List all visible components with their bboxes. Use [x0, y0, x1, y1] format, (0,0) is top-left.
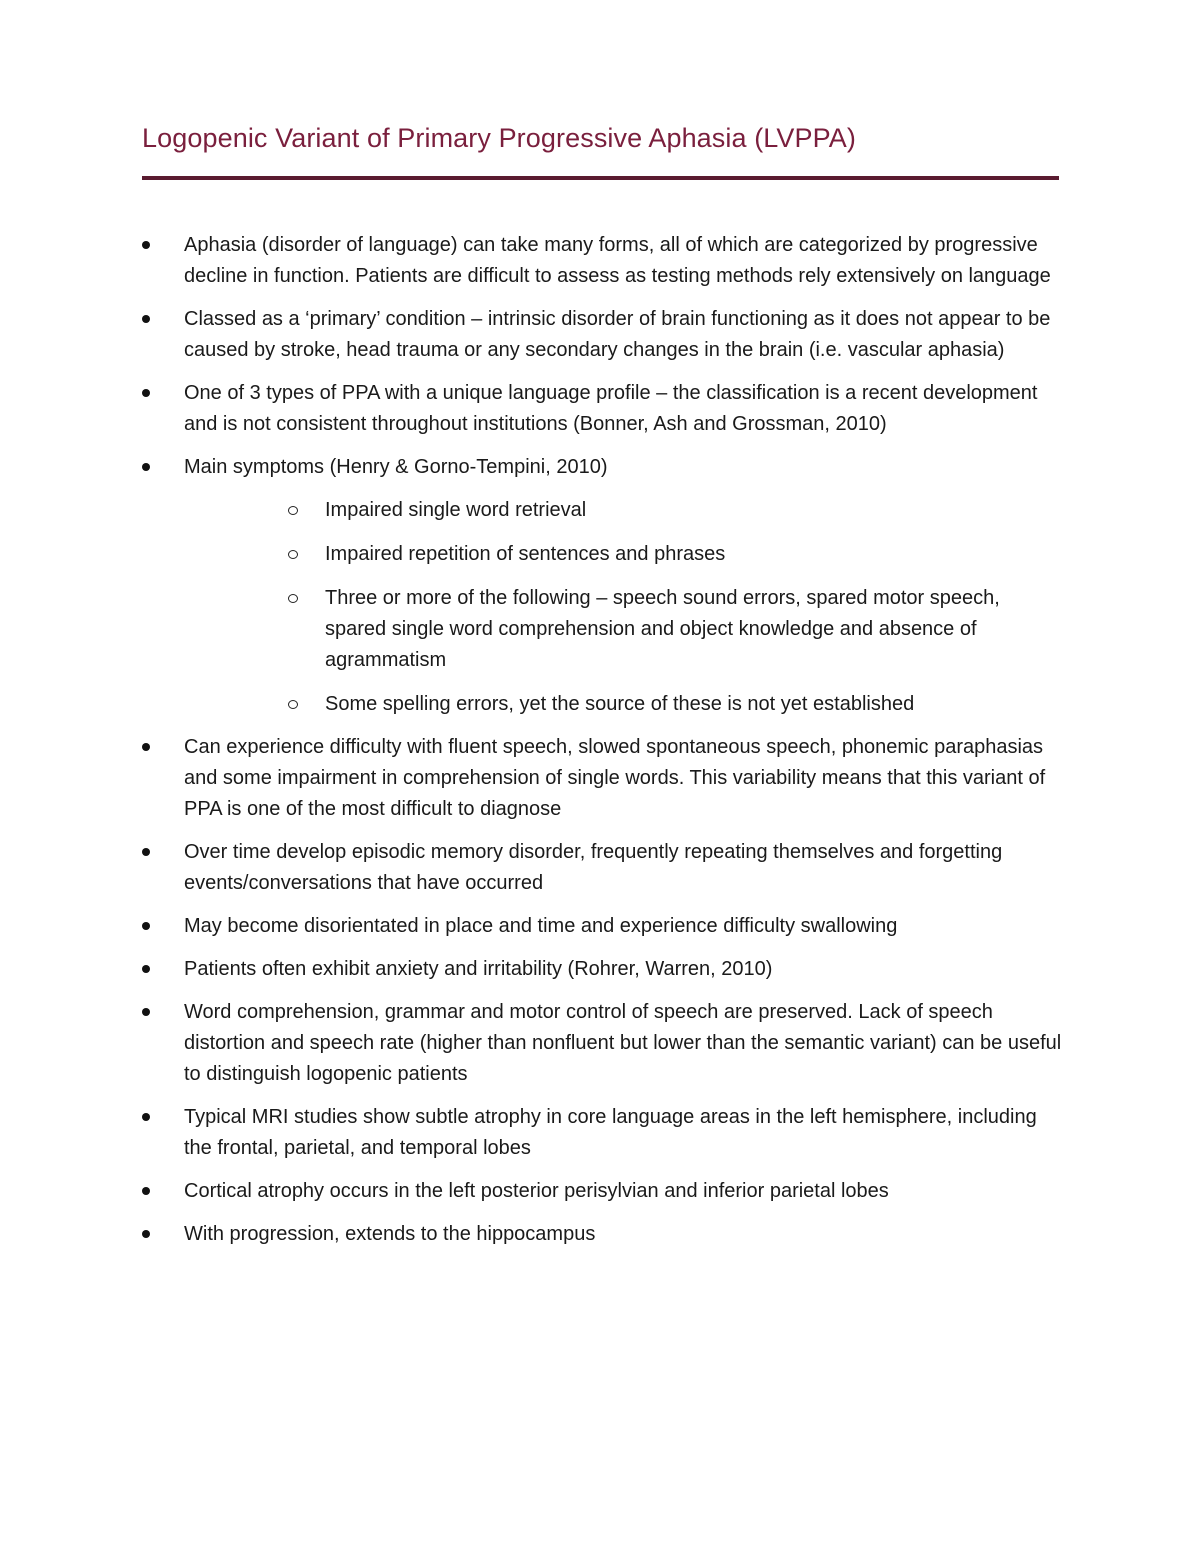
bullet-icon: [142, 241, 150, 249]
hollow-bullet-icon: [288, 594, 298, 603]
bullet-icon: [142, 965, 150, 973]
list-item: [142, 304, 1064, 366]
page-title: Logopenic Variant of Primary Progressive Aphasia (LVPPA): [142, 123, 856, 153]
list-item: [142, 837, 1064, 899]
hollow-bullet-icon: [288, 506, 298, 515]
list-item: [142, 1102, 1064, 1164]
list-item: [142, 954, 1064, 985]
list-item: [142, 1176, 1064, 1207]
bullet-icon: [142, 743, 150, 751]
hollow-bullet-icon: [288, 550, 298, 559]
list-item-text: Over time develop episodic memory disorder, frequently repeating themselves and forgetting events/conversations that have occurred: [184, 841, 1003, 894]
sublist-item: [184, 495, 1064, 526]
bullet-icon: [142, 389, 150, 397]
sublist-item-text: Impaired single word retrieval: [325, 499, 587, 521]
list-item-text: Word comprehension, grammar and motor control of speech are preserved. Lack of speech distortion and speech rate (higher than nonfluent but lower than the semantic variant) can be useful to distinguish logopenic patients: [184, 1001, 1062, 1085]
title-underline: [142, 176, 1059, 180]
bullet-icon: [142, 463, 150, 471]
sublist-item: [184, 539, 1064, 570]
list-item: [142, 378, 1064, 440]
bullet-list: [142, 230, 1064, 1250]
list-item: [142, 452, 1064, 720]
list-item-text: Cortical atrophy occurs in the left posterior perisylvian and inferior parietal lobes: [184, 1180, 889, 1202]
hollow-bullet-icon: [288, 700, 298, 709]
list-item-text: Aphasia (disorder of language) can take many forms, all of which are categorized by progressive decline in function. Patients are difficult to assess as testing methods rely extensively on language: [184, 234, 1051, 287]
sublist-item-text: Some spelling errors, yet the source of these is not yet established: [325, 693, 915, 715]
sublist-item: [184, 583, 1064, 676]
list-item-text: Can experience difficulty with fluent speech, slowed spontaneous speech, phonemic paraphasias and some impairment in comprehension of single words. This variability means that this variant of PPA is one of the most difficult to diagnose: [184, 736, 1046, 820]
list-item-text: May become disorientated in place and time and experience difficulty swallowing: [184, 915, 898, 937]
symptom-sublist: [184, 495, 1064, 720]
list-item: [142, 732, 1064, 825]
sublist-item-text: Three or more of the following – speech sound errors, spared motor speech, spared single word comprehension and object knowledge and absence of agrammatism: [325, 587, 1000, 671]
bullet-icon: [142, 315, 150, 323]
sublist-item: [184, 689, 1064, 720]
list-item: [142, 997, 1064, 1090]
list-item-text: One of 3 types of PPA with a unique language profile – the classification is a recent development and is not consistent throughout institutions (Bonner, Ash and Grossman, 2010): [184, 382, 1038, 435]
list-item-text: Typical MRI studies show subtle atrophy in core language areas in the left hemisphere, including the frontal, parietal, and temporal lobes: [184, 1106, 1037, 1159]
document-body: [142, 230, 1064, 1262]
list-item-text: With progression, extends to the hippocampus: [184, 1223, 596, 1245]
list-item: [142, 230, 1064, 292]
bullet-icon: [142, 1008, 150, 1016]
list-item-text: Patients often exhibit anxiety and irritability (Rohrer, Warren, 2010): [184, 958, 773, 980]
bullet-icon: [142, 848, 150, 856]
bullet-icon: [142, 1230, 150, 1238]
list-item: [142, 911, 1064, 942]
list-item-text: Main symptoms (Henry & Gorno-Tempini, 2010): [184, 456, 608, 478]
sublist-item-text: Impaired repetition of sentences and phrases: [325, 543, 726, 565]
list-item-text: Classed as a ‘primary’ condition – intrinsic disorder of brain functioning as it does not appear to be caused by stroke, head trauma or any secondary changes in the brain (i.e. vascular aphasia): [184, 308, 1051, 361]
bullet-icon: [142, 922, 150, 930]
list-item: [142, 1219, 1064, 1250]
bullet-icon: [142, 1113, 150, 1121]
bullet-icon: [142, 1187, 150, 1195]
